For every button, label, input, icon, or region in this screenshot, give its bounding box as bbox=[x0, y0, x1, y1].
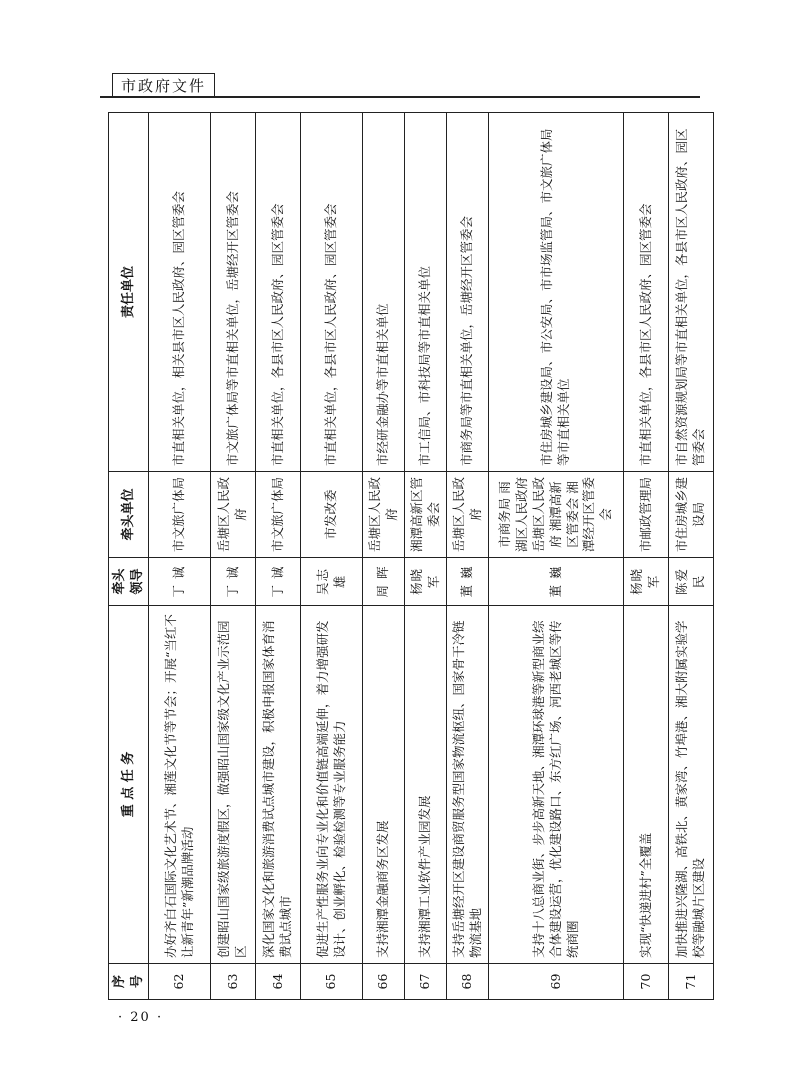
row-task: 加快推进兴隆湖、高铁北、黄家湾、竹埠港、湘大附属实验学校等融城片区建设 bbox=[669, 606, 714, 964]
col-header-num: 序号 bbox=[109, 964, 149, 1000]
col-header-leader: 牵头领导 bbox=[109, 558, 149, 606]
row-number: 66 bbox=[363, 964, 405, 1000]
document-header bbox=[112, 73, 215, 98]
table-row bbox=[149, 113, 211, 1000]
col-header-task: 重 点 任 务 bbox=[109, 606, 149, 964]
row-lead-unit: 市发改委 bbox=[301, 472, 363, 558]
row-task: 支持湘潭工业软件产业园发展 bbox=[405, 606, 447, 964]
row-number: 67 bbox=[405, 964, 447, 1000]
table-row bbox=[211, 113, 256, 1000]
row-lead-unit: 市文旅广体局 bbox=[256, 472, 301, 558]
row-task: 促进生产性服务业向专业化和价值链高端延伸，着力增强研发设计、创业孵化、检验检测等专业服务能力 bbox=[301, 606, 363, 964]
row-leader: 杨晓军 bbox=[624, 558, 669, 606]
row-leader: 董 巍 bbox=[447, 558, 489, 606]
header-rule bbox=[100, 96, 700, 98]
row-task: 支持湘潭金融商务区发展 bbox=[363, 606, 405, 964]
row-responsible: 市直相关单位，相关县市区人民政府、园区管委会 bbox=[149, 113, 211, 472]
table-row bbox=[256, 113, 301, 1000]
row-leader: 丁 诚 bbox=[256, 558, 301, 606]
row-responsible: 市工信局、市科技局等市直相关单位 bbox=[405, 113, 447, 472]
row-number: 64 bbox=[256, 964, 301, 1000]
row-responsible: 市商务局等市直相关单位，岳塘经开区管委会 bbox=[447, 113, 489, 472]
table-header-row bbox=[109, 113, 149, 1000]
row-responsible: 市直相关单位，各县市区人民政府、园区管委会 bbox=[301, 113, 363, 472]
row-lead-unit: 岳塘区人民政府 bbox=[211, 472, 256, 558]
page-number: · 20 · bbox=[118, 1010, 164, 1025]
row-task: 支持岳塘经开区建设商贸服务型国家物流枢纽、国家骨干冷链物流基地 bbox=[447, 606, 489, 964]
row-responsible: 市直相关单位，各县市区人民政府、园区管委会 bbox=[256, 113, 301, 472]
table-row bbox=[447, 113, 489, 1000]
row-leader: 陈爱民 bbox=[669, 558, 714, 606]
row-lead-unit: 市商务局 雨湖区人民政府 岳塘区人民政府 湘潭高新区管委会 湘潭经开区管委会 bbox=[489, 472, 624, 558]
task-table-rotated bbox=[108, 113, 707, 1000]
row-task: 支持十八总商业街、步步高新天地、湘潭环球港等新型商业综合体建设运营，优化建设路口、东方红广场、河西老城区等传统商圈 bbox=[489, 606, 624, 964]
row-leader: 董 巍 bbox=[489, 558, 624, 606]
row-number: 62 bbox=[149, 964, 211, 1000]
table-row bbox=[669, 113, 714, 1000]
table-row bbox=[624, 113, 669, 1000]
row-responsible: 市直相关单位，各县市区人民政府、园区管委会 bbox=[624, 113, 669, 472]
row-leader: 周 晖 bbox=[363, 558, 405, 606]
col-header-responsible: 责任单位 bbox=[109, 113, 149, 472]
row-task: 实现“快递进村”全覆盖 bbox=[624, 606, 669, 964]
row-task: 办好齐白石国际文化艺术节、湘莲文化节等节会；开展“当红不让新青年”新潮品牌活动 bbox=[149, 606, 211, 964]
row-number: 68 bbox=[447, 964, 489, 1000]
table-row bbox=[489, 113, 624, 1000]
row-number: 71 bbox=[669, 964, 714, 1000]
row-leader: 丁 诚 bbox=[149, 558, 211, 606]
row-lead-unit: 市邮政管理局 bbox=[624, 472, 669, 558]
row-leader: 吴志雄 bbox=[301, 558, 363, 606]
row-lead-unit: 岳塘区人民政府 bbox=[363, 472, 405, 558]
task-table bbox=[108, 112, 714, 1000]
row-responsible: 市自然资源规划局等市直相关单位，各县市区人民政府、园区管委会 bbox=[669, 113, 714, 472]
row-leader: 杨晓军 bbox=[405, 558, 447, 606]
table-row bbox=[301, 113, 363, 1000]
row-number: 63 bbox=[211, 964, 256, 1000]
row-responsible: 市住房城乡建设局、市公安局、市市场监管局、市文旅广体局等市直相关单位 bbox=[489, 113, 624, 472]
row-number: 65 bbox=[301, 964, 363, 1000]
header-title: 市政府文件 bbox=[121, 77, 207, 95]
row-task: 深化国家文化和旅游消费试点城市建设，积极申报国家体育消费试点城市 bbox=[256, 606, 301, 964]
row-lead-unit: 岳塘区人民政府 bbox=[447, 472, 489, 558]
row-leader: 丁 诚 bbox=[211, 558, 256, 606]
row-task: 创建昭山国家级旅游度假区，做强昭山国家级文化产业示范园区 bbox=[211, 606, 256, 964]
col-header-lead-unit: 牵头单位 bbox=[109, 472, 149, 558]
row-lead-unit: 市住房城乡建设局 bbox=[669, 472, 714, 558]
row-lead-unit: 市文旅广体局 bbox=[149, 472, 211, 558]
row-responsible: 市经研金融办等市直相关单位 bbox=[363, 113, 405, 472]
row-number: 70 bbox=[624, 964, 669, 1000]
table-row bbox=[363, 113, 405, 1000]
row-number: 69 bbox=[489, 964, 624, 1000]
row-lead-unit: 湘潭高新区管委会 bbox=[405, 472, 447, 558]
table-row bbox=[405, 113, 447, 1000]
row-responsible: 市文旅广体局等市直相关单位，岳塘经开区管委会 bbox=[211, 113, 256, 472]
